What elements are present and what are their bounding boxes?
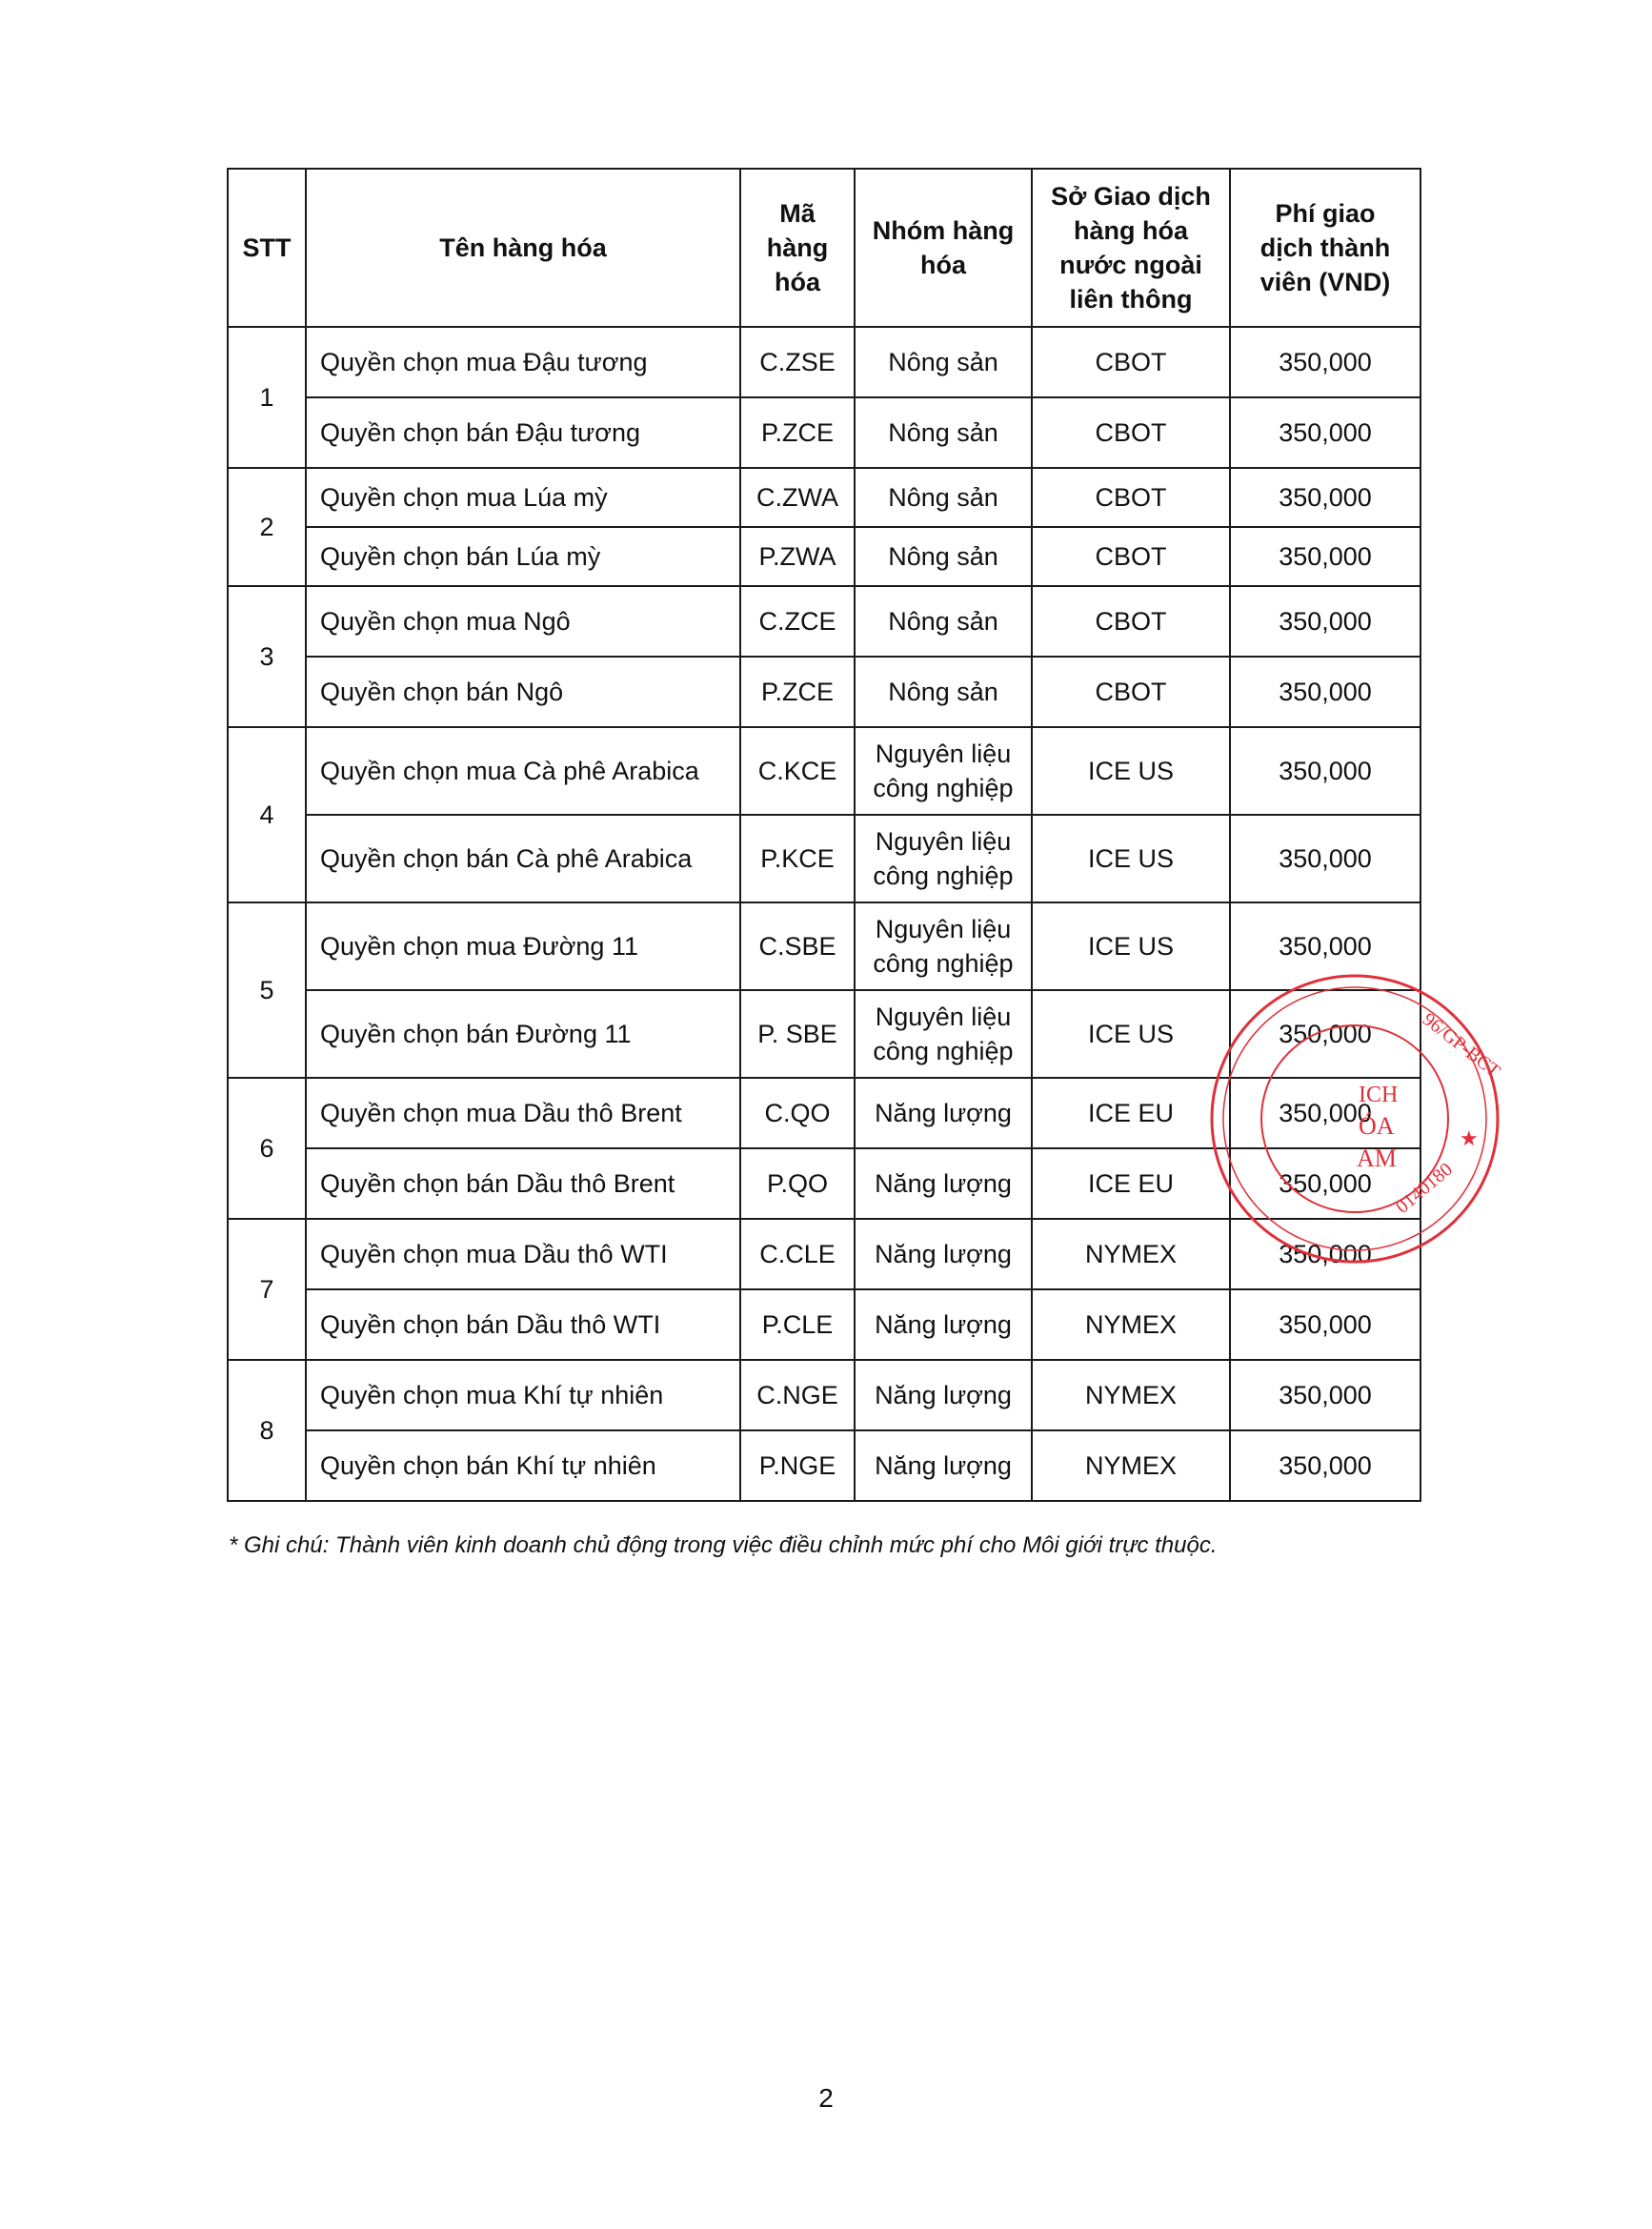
table-row [228,1289,1420,1360]
stt-cell: 2 [228,468,306,586]
stt-cell: 3 [228,586,306,727]
exchange-cell: ICE US [1032,902,1230,990]
group-cell: Nguyên liệu công nghiệp [855,727,1032,815]
header-code: Mã hàng hóa [740,169,855,327]
exchange-cell: NYMEX [1032,1430,1230,1501]
stt-cell: 1 [228,327,306,468]
code-cell: P. SBE [740,990,855,1078]
exchange-cell: ICE US [1032,990,1230,1078]
fee-cell: 350,000 [1230,586,1420,657]
fee-cell: 350,000 [1230,727,1420,815]
header-group: Nhóm hàng hóa [855,169,1032,327]
code-cell: P.QO [740,1148,855,1219]
code-cell: C.SBE [740,902,855,990]
seal-text-oa: ÓA [1359,1112,1395,1140]
code-cell: C.NGE [740,1360,855,1430]
name-cell: Quyền chọn mua Ngô [306,586,740,657]
name-cell: Quyền chọn bán Lúa mỳ [306,527,740,586]
exchange-cell: CBOT [1032,657,1230,727]
group-cell: Năng lượng [855,1219,1032,1289]
seal-text-top: 96/GP-BCT [1418,1008,1504,1083]
table-row [228,527,1420,586]
code-cell: P.KCE [740,815,855,902]
seal-text-ich: ICH [1359,1083,1399,1107]
table-row [228,657,1420,727]
name-cell: Quyền chọn mua Cà phê Arabica [306,727,740,815]
code-cell: P.ZWA [740,527,855,586]
table-row [228,586,1420,657]
fee-cell: 350,000 [1230,1360,1420,1430]
fee-cell: 350,000 [1230,1219,1420,1289]
page-number: 2 [818,2083,834,2113]
exchange-cell: CBOT [1032,586,1230,657]
fee-cell: 350,000 [1230,902,1420,990]
name-cell: Quyền chọn mua Lúa mỳ [306,468,740,527]
seal-text-am: AM [1357,1145,1397,1172]
stt-cell: 7 [228,1219,306,1360]
table-row [228,1430,1420,1501]
stt-cell: 4 [228,727,306,902]
group-cell: Năng lượng [855,1360,1032,1430]
group-cell: Nông sản [855,527,1032,586]
header-exchange: Sở Giao dịch hàng hóa nước ngoài liên thông [1032,169,1230,327]
stt-cell: 8 [228,1360,306,1501]
table-row [228,1078,1420,1148]
exchange-cell: ICE US [1032,727,1230,815]
code-cell: P.NGE [740,1430,855,1501]
code-cell: P.ZCE [740,397,855,468]
name-cell: Quyền chọn bán Cà phê Arabica [306,815,740,902]
header-name: Tên hàng hóa [306,169,740,327]
code-cell: C.ZWA [740,468,855,527]
code-cell: C.ZSE [740,327,855,397]
table-row [228,815,1420,902]
group-cell: Nguyên liệu công nghiệp [855,815,1032,902]
group-cell: Năng lượng [855,1078,1032,1148]
exchange-cell: CBOT [1032,527,1230,586]
table-header-row [228,169,1420,327]
member-fee-table [227,168,1421,1502]
name-cell: Quyền chọn mua Khí tự nhiên [306,1360,740,1430]
table-row [228,727,1420,815]
exchange-cell: CBOT [1032,468,1230,527]
exchange-cell: ICE EU [1032,1078,1230,1148]
code-cell: C.QO [740,1078,855,1148]
seal-text-bottom: 0140180 [1392,1158,1457,1218]
code-cell: C.CLE [740,1219,855,1289]
name-cell: Quyền chọn bán Đậu tương [306,397,740,468]
name-cell: Quyền chọn mua Đường 11 [306,902,740,990]
header-fee: Phí giao dịch thành viên (VND) [1230,169,1420,327]
group-cell: Nông sản [855,327,1032,397]
header-stt: STT [228,169,306,327]
name-cell: Quyền chọn mua Dầu thô WTI [306,1219,740,1289]
fee-cell: 350,000 [1230,1148,1420,1219]
group-cell: Nông sản [855,657,1032,727]
exchange-cell: CBOT [1032,397,1230,468]
stt-cell: 5 [228,902,306,1078]
fee-cell: 350,000 [1230,1430,1420,1501]
fee-cell: 350,000 [1230,397,1420,468]
footnote: * Ghi chú: Thành viên kinh doanh chủ động trong việc điều chỉnh mức phí cho Môi giới trực thuộc. [229,1532,1218,1558]
table-row [228,1219,1420,1289]
exchange-cell: CBOT [1032,327,1230,397]
fee-cell: 350,000 [1230,1289,1420,1360]
name-cell: Quyền chọn bán Đường 11 [306,990,740,1078]
name-cell: Quyền chọn bán Khí tự nhiên [306,1430,740,1501]
table-row [228,397,1420,468]
group-cell: Nông sản [855,586,1032,657]
code-cell: P.ZCE [740,657,855,727]
table-row [228,1360,1420,1430]
fee-cell: 350,000 [1230,815,1420,902]
table-row [228,327,1420,397]
exchange-cell: NYMEX [1032,1289,1230,1360]
group-cell: Nông sản [855,397,1032,468]
fee-cell: 350,000 [1230,657,1420,727]
fee-cell: 350,000 [1230,468,1420,527]
group-cell: Nông sản [855,468,1032,527]
name-cell: Quyền chọn bán Dầu thô Brent [306,1148,740,1219]
name-cell: Quyền chọn bán Ngô [306,657,740,727]
group-cell: Nguyên liệu công nghiệp [855,902,1032,990]
table-row [228,468,1420,527]
table-row [228,902,1420,990]
exchange-cell: ICE US [1032,815,1230,902]
exchange-cell: NYMEX [1032,1219,1230,1289]
group-cell: Năng lượng [855,1430,1032,1501]
fee-cell: 350,000 [1230,1078,1420,1148]
group-cell: Nguyên liệu công nghiệp [855,990,1032,1078]
exchange-cell: ICE EU [1032,1148,1230,1219]
group-cell: Năng lượng [855,1289,1032,1360]
fee-cell: 350,000 [1230,327,1420,397]
code-cell: C.KCE [740,727,855,815]
group-cell: Năng lượng [855,1148,1032,1219]
seal-star-icon: ★ [1460,1126,1479,1150]
name-cell: Quyền chọn mua Đậu tương [306,327,740,397]
stt-cell: 6 [228,1078,306,1219]
fee-cell: 350,000 [1230,527,1420,586]
fee-cell: 350,000 [1230,990,1420,1078]
code-cell: P.CLE [740,1289,855,1360]
name-cell: Quyền chọn bán Dầu thô WTI [306,1289,740,1360]
company-seal-stamp [1357,976,1507,1262]
code-cell: C.ZCE [740,586,855,657]
name-cell: Quyền chọn mua Dầu thô Brent [306,1078,740,1148]
table-row [228,990,1420,1078]
exchange-cell: NYMEX [1032,1360,1230,1430]
